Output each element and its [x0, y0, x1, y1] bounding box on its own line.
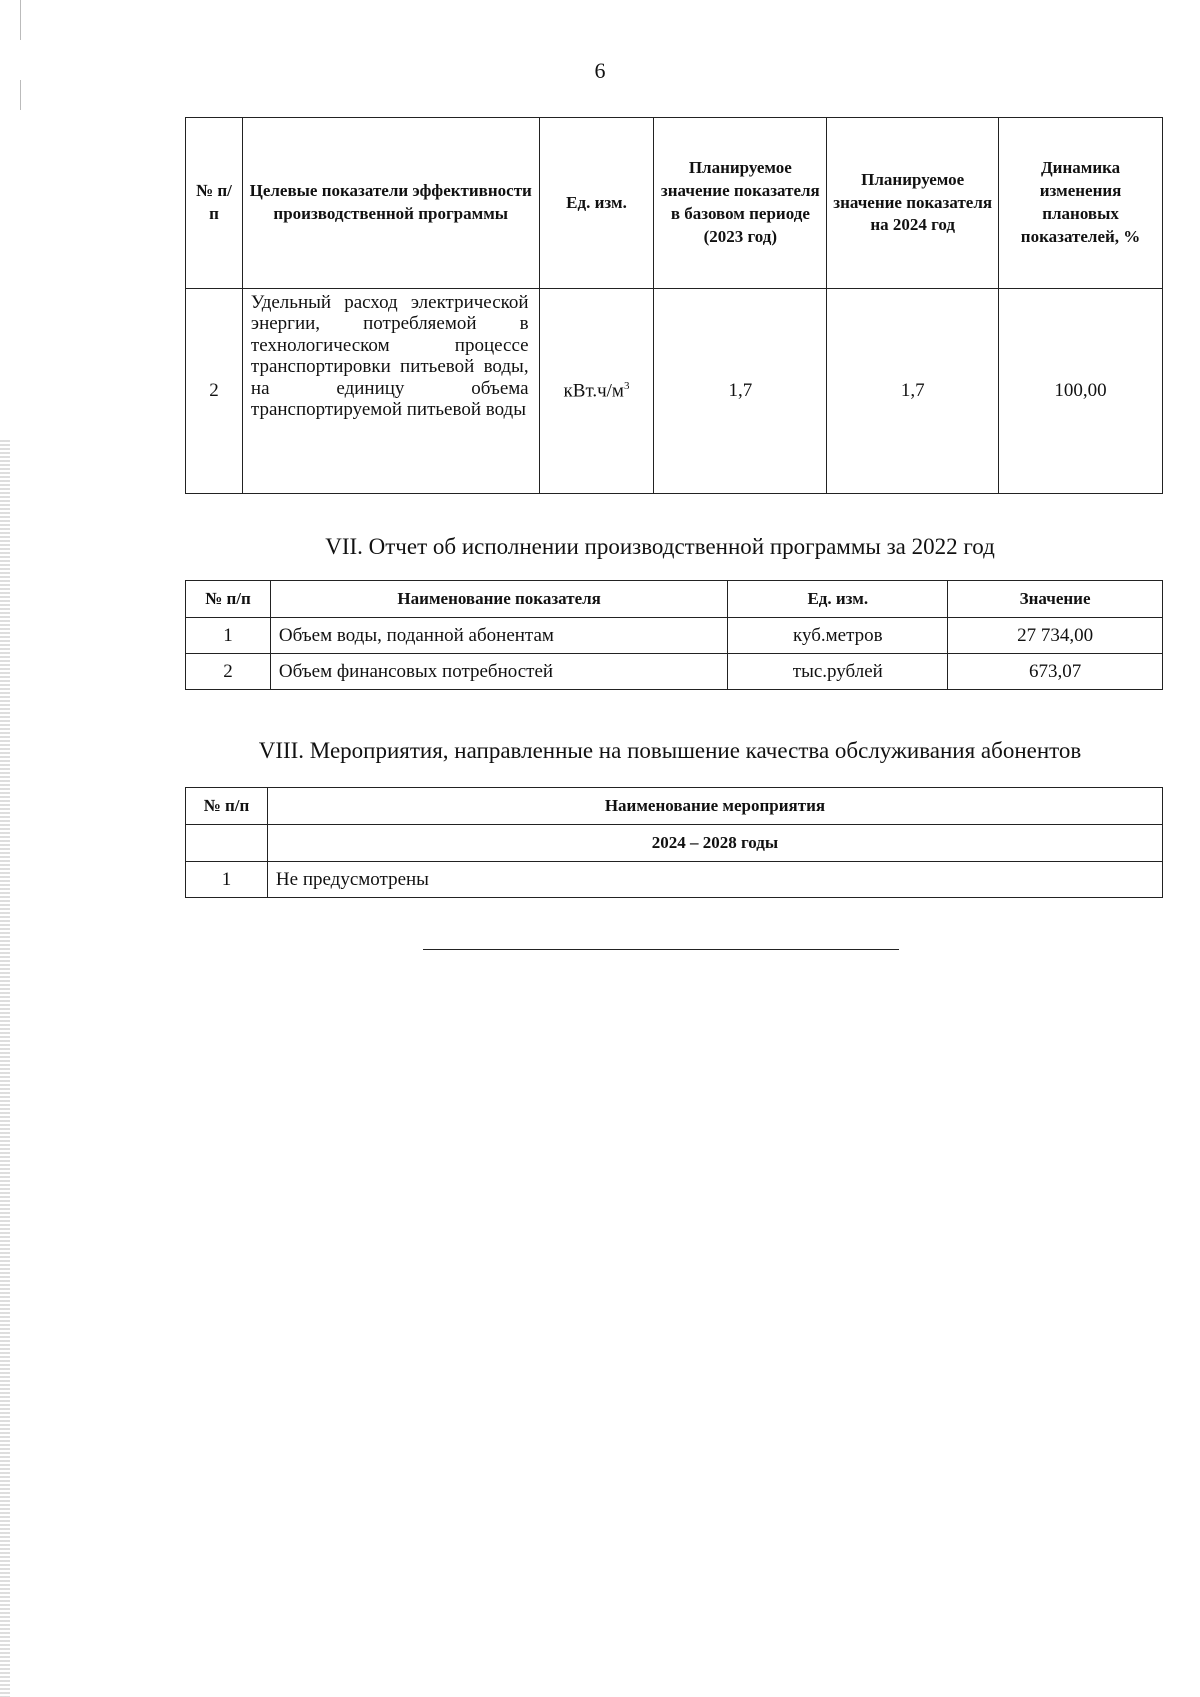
cell-measure: Не предусмотрены: [267, 862, 1162, 898]
header-base-value: Планируемое значение показателя в базовом периоде (2023 год): [654, 118, 827, 289]
table-header-row: [186, 118, 1163, 289]
section8-title: VIII. Мероприятия, направленные на повышение качества обслуживания абонентов: [258, 738, 1082, 763]
cell-indicator: Удельный расход электрической энергии, потребляемой в технологическом процессе транспортировки питьевой воды, на единицу объема транспортируемой питьевой воды: [242, 289, 539, 494]
cell-name: Объем воды, поданной абонентам: [270, 618, 727, 654]
cell-num: 2: [186, 289, 243, 494]
unit-superscript: 3: [623, 380, 630, 393]
header-indicator: Целевые показатели эффективности производственной программы: [242, 118, 539, 289]
header-unit: Ед. изм.: [728, 581, 948, 618]
header-unit: Ед. изм.: [539, 118, 654, 289]
page-number: 6: [594, 58, 606, 83]
cell-empty: [186, 825, 268, 862]
cell-dynamics: 100,00: [999, 289, 1163, 494]
table-header-row: [186, 788, 1163, 825]
header-num: № п/п: [186, 788, 268, 825]
table-row: [186, 289, 1163, 494]
scan-edge-tick: [20, 80, 21, 110]
scan-edge-artifact: [0, 440, 10, 1697]
header-num: № п/п: [186, 581, 271, 618]
cell-unit: куб.метров: [728, 618, 948, 654]
scan-edge-tick: [20, 0, 21, 40]
header-plan-value: Планируемое значение показателя на 2024 год: [827, 118, 999, 289]
measures-table: [185, 787, 1163, 898]
table-header-row: [186, 581, 1163, 618]
cell-unit: тыс.рублей: [728, 654, 948, 690]
table-row: [186, 654, 1163, 690]
table-row: [186, 862, 1163, 898]
cell-plan-value: 1,7: [827, 289, 999, 494]
cell-num: 1: [186, 618, 271, 654]
header-name: Наименование показателя: [270, 581, 727, 618]
cell-num: 1: [186, 862, 268, 898]
report-table: [185, 580, 1163, 690]
cell-unit: [539, 289, 654, 494]
unit-text: кВт.ч/м: [563, 380, 624, 402]
cell-base-value: 1,7: [654, 289, 827, 494]
header-num: № п/п: [186, 118, 243, 289]
header-dynamics: Динамика изменения плановых показателей, %: [999, 118, 1163, 289]
period-label: 2024 – 2028 годы: [267, 825, 1162, 862]
header-value: Значение: [948, 581, 1163, 618]
table-row: [186, 618, 1163, 654]
cell-value: 27 734,00: [948, 618, 1163, 654]
closing-line: [423, 949, 899, 950]
targets-table: [185, 117, 1163, 494]
cell-num: 2: [186, 654, 271, 690]
section7-title: VII. Отчет об исполнении производственной программы за 2022 год: [325, 534, 995, 559]
cell-name: Объем финансовых потребностей: [270, 654, 727, 690]
cell-value: 673,07: [948, 654, 1163, 690]
header-measure: Наименование мероприятия: [267, 788, 1162, 825]
period-row: [186, 825, 1163, 862]
